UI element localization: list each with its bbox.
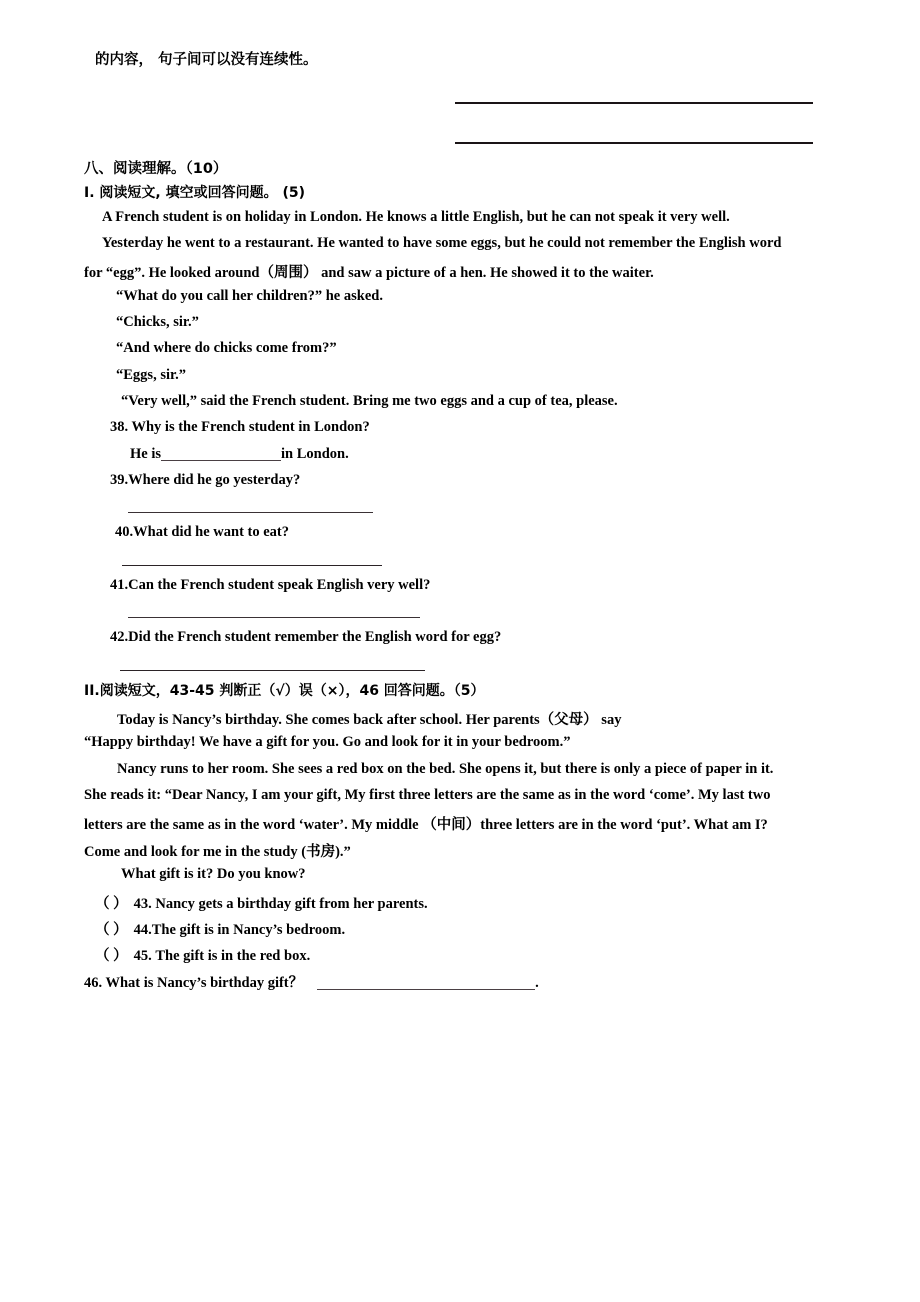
- question-41-answer-blank[interactable]: [128, 617, 420, 618]
- question-42-answer-blank[interactable]: [120, 670, 425, 671]
- passage-one-line-6: “And where do chicks come from?”: [116, 340, 337, 356]
- passage-two-line-6: Come and look for me in the study (书房).”: [84, 844, 351, 860]
- passage-one-line-2: Yesterday he went to a restaurant. He wanted to have some eggs, but he could not remember the English word: [102, 235, 782, 251]
- question-41: 41.Can the French student speak English very well?: [110, 577, 431, 593]
- question-39: 39.Where did he go yesterday?: [110, 472, 301, 488]
- question-45-bracket[interactable]: （ ）: [95, 948, 128, 964]
- question-45-row: [95, 944, 310, 965]
- question-43-row: [95, 892, 428, 913]
- part-one-heading: I. 阅读短文, 填空或回答问题。 (5): [84, 185, 306, 201]
- passage-two-line-2: “Happy birthday! We have a gift for you. Go and look for it in your bedroom.”: [84, 734, 571, 750]
- question-38-answer-line: [130, 446, 349, 463]
- section-heading-reading-comprehension: 八、阅读理解。（10）: [84, 161, 228, 177]
- answer-rule-2: [455, 142, 813, 144]
- passage-one-line-4: “What do you call her children?” he asked.: [116, 288, 383, 304]
- passage-two-line-3: Nancy runs to her room. She sees a red box on the bed. She opens it, but there is only a piece of paper in it.: [117, 761, 774, 777]
- passage-one-line-5: “Chicks, sir.”: [116, 314, 199, 330]
- passage-one-line-7: “Eggs, sir.”: [116, 367, 186, 383]
- passage-one-line-8: “Very well,” said the French student. Bring me two eggs and a cup of tea, please.: [121, 393, 618, 409]
- question-46-answer-blank[interactable]: [317, 975, 535, 990]
- passage-two-line-5: letters are the same as in the word ‘water’. My middle （中间）three letters are in the word ‘put’. What am I?: [84, 817, 768, 833]
- question-38: 38. Why is the French student in London?: [110, 419, 370, 435]
- question-39-answer-blank[interactable]: [128, 512, 373, 513]
- answer-rule-1: [455, 102, 813, 104]
- passage-two-line-7: What gift is it? Do you know?: [121, 866, 306, 882]
- question-42: 42.Did the French student remember the English word for egg?: [110, 629, 502, 645]
- question-38-answer-prefix: He is: [130, 446, 162, 463]
- question-43-label: 43. Nancy gets a birthday gift from her parents.: [133, 896, 428, 912]
- carryover-instruction-text: 的内容， 句子间可以没有连续性。: [95, 52, 318, 68]
- passage-two-line-1: Today is Nancy’s birthday. She comes back after school. Her parents（父母） say: [117, 712, 622, 728]
- question-43-bracket[interactable]: （ ）: [95, 896, 128, 912]
- part-two-heading: II.阅读短文，43-45 判断正（√）误（×），46 回答问题。（5）: [84, 683, 485, 699]
- question-44-bracket[interactable]: （ ）: [95, 922, 128, 938]
- question-40: 40.What did he want to eat?: [115, 524, 290, 540]
- question-46-period: .: [535, 975, 539, 991]
- passage-one-line-1: A French student is on holiday in London. He knows a little English, but he can not speak it very well.: [102, 209, 730, 225]
- passage-one-line-3: for “egg”. He looked around（周围） and saw a picture of a hen. He showed it to the waiter.: [84, 265, 654, 281]
- passage-two-line-4: She reads it: “Dear Nancy, I am your gift, My first three letters are the same as in the word ‘come’. My last two: [84, 787, 771, 803]
- question-38-answer-blank[interactable]: [161, 446, 281, 461]
- question-38-answer-suffix: in London.: [281, 446, 349, 463]
- question-40-answer-blank[interactable]: [122, 565, 382, 566]
- question-44-label: 44.The gift is in Nancy’s bedroom.: [133, 922, 346, 938]
- question-46-row: [84, 971, 539, 992]
- question-44-row: [95, 918, 345, 939]
- question-45-label: 45. The gift is in the red box.: [133, 948, 311, 964]
- question-46-label: 46. What is Nancy’s birthday gift？: [84, 975, 304, 991]
